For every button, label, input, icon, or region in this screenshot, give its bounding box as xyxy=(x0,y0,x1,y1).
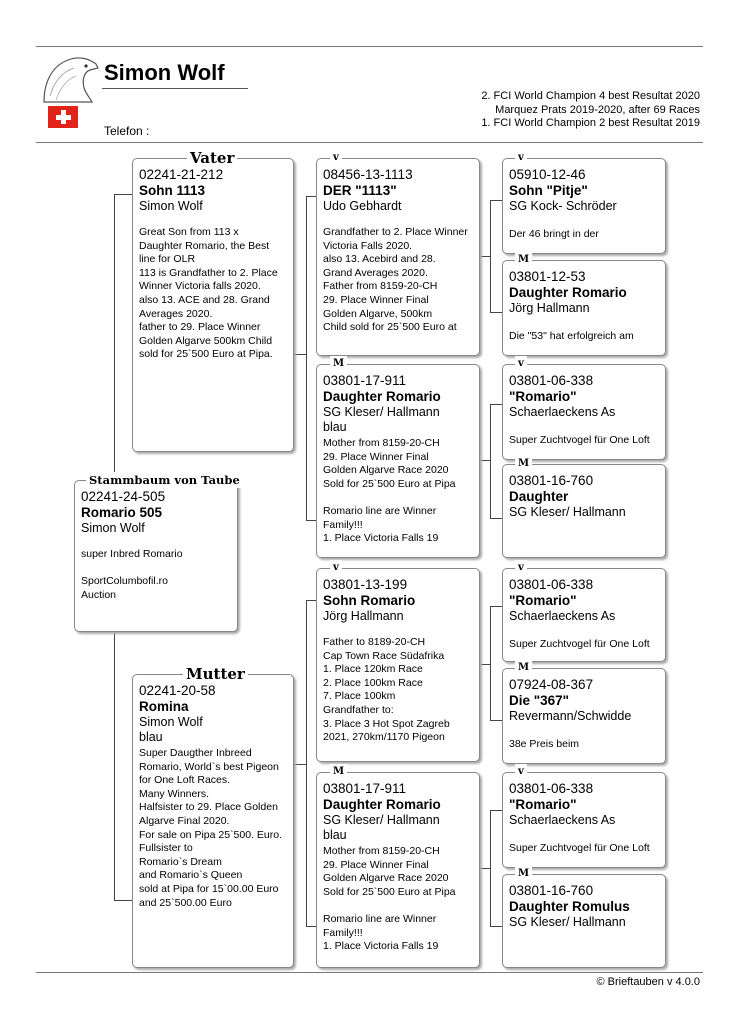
owner: Udo Gebhardt xyxy=(323,199,402,213)
pigeon-name: Sohn "Pitje" xyxy=(509,183,588,198)
pigeon-note: Father to 8189-20-CH Cap Town Race Südafrika 1. Place 120km Race 2. Place 100km Race 7. Place 100km Grandfather to: 3. Place 3 Hot Spot Zagreb 2021, 270km/1170 Pigeon xyxy=(323,636,450,744)
pigeon-note: Die "53" hat erfolgreich am xyxy=(509,330,634,342)
male-symbol: v xyxy=(515,560,527,576)
connector-line xyxy=(490,200,491,312)
ring-number: 02241-20-58 xyxy=(139,683,216,698)
pigeon-note: super Inbred Romario SportColumbofil.ro Auction xyxy=(81,548,183,601)
copyright: © Brieftauben v 4.0.0 xyxy=(596,976,700,988)
owner: Schaerlaeckens As xyxy=(509,609,616,623)
ring-number: 03801-13-199 xyxy=(323,577,408,592)
ring-number: 07924-08-367 xyxy=(509,677,594,692)
female-symbol: M xyxy=(515,252,532,268)
owner: Revermann/Schwidde xyxy=(509,709,632,723)
connector-line xyxy=(480,460,490,461)
ring-number: 03801-06-338 xyxy=(509,577,594,592)
connector-line xyxy=(292,354,306,355)
owner: Simon Wolf xyxy=(139,199,203,213)
pigeon-name: "Romario" xyxy=(509,593,577,608)
connector-line xyxy=(306,520,316,521)
pigeon-logo xyxy=(40,52,100,104)
pigeon-name: Romario 505 xyxy=(81,505,163,520)
female-symbol: M xyxy=(330,764,347,780)
great-grandparent-card[interactable] xyxy=(502,568,666,662)
ring-number: 03801-17-911 xyxy=(323,781,407,796)
achievement-line: 2. FCI World Champion 4 best Resultat 2020 xyxy=(481,90,700,102)
connector-line xyxy=(490,810,491,926)
connector-line xyxy=(114,610,115,900)
grandsire-maternal-card[interactable] xyxy=(316,568,480,762)
pigeon-note: Super Zuchtvogel für One Loft xyxy=(509,434,650,446)
header-rule xyxy=(36,142,703,143)
swiss-flag-icon xyxy=(48,106,78,128)
ring-number: 05910-12-46 xyxy=(509,167,586,182)
ring-number: 02241-21-212 xyxy=(139,167,224,182)
pigeon-name: Sohn Romario xyxy=(323,593,416,608)
connector-line xyxy=(480,256,490,257)
female-symbol: M xyxy=(515,866,532,882)
pigeon-note: Super Zuchtvogel für One Loft xyxy=(509,842,650,854)
pigeon-name: Daughter Romario xyxy=(509,285,627,300)
breeder-name: Simon Wolf xyxy=(104,60,225,85)
achievement-line: Marquez Prats 2019-2020, after 69 Races xyxy=(495,103,700,116)
ring-number: 03801-06-338 xyxy=(509,781,594,796)
great-grandparent-card[interactable] xyxy=(502,772,666,868)
owner: Simon Wolf xyxy=(139,715,203,729)
pigeon-note: Der 46 bringt in der xyxy=(509,228,599,240)
owner: SG Kock- Schröder xyxy=(509,199,617,213)
great-grandparent-card[interactable] xyxy=(502,158,666,254)
male-symbol: v xyxy=(515,150,527,166)
owner: Jörg Hallmann xyxy=(323,609,404,623)
ring-number: 02241-24-505 xyxy=(81,489,166,504)
pigeon-note: Mother from 8159-20-CH 29. Place Winner Final Golden Algarve Race 2020 Sold for 25`500 Euro at Pipa Romario line are Winner Family!!! 1. Place Victoria Falls 19 xyxy=(323,437,456,545)
owner: Schaerlaeckens As xyxy=(509,813,616,827)
granddam-maternal-card[interactable] xyxy=(316,772,480,968)
great-grandparent-card[interactable] xyxy=(502,464,666,558)
pigeon-note: Super Daugther Inbreed Romario, World`s best Pigeon for One Loft Races. Many Winners. Halfsister to 29. Place Golden Algarve Final 2020. For sale on Pipa 25`500. Euro. Fullsister to Romario`s Dream and Romario`s Queen sold at Pipa for 15`00.00 Euro and 25`500.00 Euro xyxy=(139,747,283,909)
pigeon-name: "Romario" xyxy=(509,797,577,812)
plumage-color: blau xyxy=(139,730,163,744)
connector-line xyxy=(306,600,307,926)
owner: SG Kleser/ Hallmann xyxy=(323,405,440,419)
connector-line xyxy=(490,606,491,720)
grandsire-paternal-card[interactable] xyxy=(316,158,480,356)
phone-label: Telefon : xyxy=(104,124,150,138)
ring-number: 03801-12-53 xyxy=(509,269,586,284)
achievements xyxy=(481,90,700,131)
pigeon-name: Daughter xyxy=(509,489,569,504)
pigeon-name: Sohn 1113 xyxy=(139,183,206,198)
female-symbol: M xyxy=(515,660,532,676)
connector-line xyxy=(306,196,307,520)
plumage-color: blau xyxy=(323,828,347,842)
breeder-name-underline xyxy=(102,88,248,89)
ring-number: 03801-16-760 xyxy=(509,473,594,488)
pigeon-name: DER "1113" xyxy=(323,183,397,198)
great-grandparent-card[interactable] xyxy=(502,364,666,460)
connector-line xyxy=(292,764,306,765)
owner: SG Kleser/ Hallmann xyxy=(323,813,440,827)
male-symbol: v xyxy=(515,764,527,780)
pigeon-name: "Romario" xyxy=(509,389,577,404)
ring-number: 08456-13-1113 xyxy=(323,167,413,182)
owner: Simon Wolf xyxy=(81,521,145,535)
owner: Jörg Hallmann xyxy=(509,301,590,315)
connector-line xyxy=(490,404,491,518)
connector-line xyxy=(480,664,490,665)
connector-line xyxy=(114,194,132,195)
female-symbol: M xyxy=(330,356,347,372)
pigeon-name: Romina xyxy=(139,699,189,714)
connector-line xyxy=(306,600,316,601)
ring-number: 03801-16-760 xyxy=(509,883,594,898)
connector-line xyxy=(114,194,115,484)
pigeon-note: Mother from 8159-20-CH 29. Place Winner Final Golden Algarve Race 2020 Sold for 25`500 Euro at Pipa Romario line are Winner Family!!! 1. Place Victoria Falls 19 xyxy=(323,845,456,953)
mother-card[interactable] xyxy=(132,674,294,968)
pigeon-name: Die "367" xyxy=(509,693,570,708)
father-label: Vater xyxy=(187,150,237,166)
footer-rule xyxy=(36,972,703,973)
ring-number: 03801-17-911 xyxy=(323,373,407,388)
great-grandparent-card[interactable] xyxy=(502,668,666,764)
achievement-line: 1. FCI World Champion 2 best Resultat 2019 xyxy=(481,117,700,129)
pigeon-note: 38e Preis beim xyxy=(509,738,580,750)
pigeon-name: Daughter Romario xyxy=(323,797,441,812)
pigeon-note: Grandfather to 2. Place Winner Victoria Falls 2020. also 13. Acebird and 28. Grand Averages 2020. Father from 8159-20-CH 29. Place Winner Final Golden Algarve, 500km Child sold for 25`500 Euro at xyxy=(323,226,468,334)
subject-card[interactable] xyxy=(74,480,238,632)
female-symbol: M xyxy=(515,456,532,472)
top-rule xyxy=(36,46,703,47)
pigeon-note: Great Son from 113 x Daughter Romario, the Best line for OLR 113 is Grandfather to 2. Place Winner Victoria falls 2020. also 13. ACE and 28. Grand Averages 2020. father to 29. Place Winner Golden Algarve 500km Child sold for 25`500 Euro at Pipa. xyxy=(139,226,278,361)
male-symbol: v xyxy=(330,560,342,576)
great-grandparent-card[interactable] xyxy=(502,874,666,968)
pigeon-name: Daughter Romulus xyxy=(509,899,630,914)
granddam-paternal-card[interactable] xyxy=(316,364,480,558)
pigeon-note: Super Zuchtvogel für One Loft xyxy=(509,638,650,650)
father-card[interactable] xyxy=(132,158,294,452)
owner: SG Kleser/ Hallmann xyxy=(509,915,626,929)
owner: Schaerlaeckens As xyxy=(509,405,616,419)
ring-number: 03801-06-338 xyxy=(509,373,594,388)
male-symbol: v xyxy=(515,356,527,372)
great-grandparent-card[interactable] xyxy=(502,260,666,356)
connector-line xyxy=(480,868,490,869)
subject-label: Stammbaum von Taube xyxy=(86,472,243,488)
male-symbol: v xyxy=(330,150,342,166)
mother-label: Mutter xyxy=(183,666,248,682)
owner: SG Kleser/ Hallmann xyxy=(509,505,626,519)
connector-line xyxy=(306,196,316,197)
plumage-color: blau xyxy=(323,420,347,434)
connector-line xyxy=(114,900,132,901)
connector-line xyxy=(306,926,316,927)
pigeon-name: Daughter Romario xyxy=(323,389,441,404)
